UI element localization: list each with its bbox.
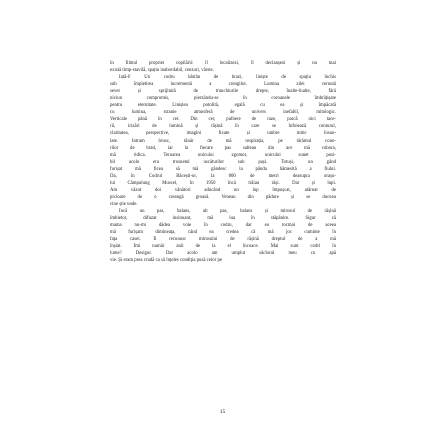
paragraph (110, 74, 336, 208)
text-line: picioare de o creangă groasă. Veneau din pădure și se duceau (110, 194, 336, 200)
text-line: sub împletirea incrementă a crengilor. Lumina zilei cernută (110, 82, 336, 88)
text-line: mă furișam dimineața, când ea credea că mă joc cuminte în (110, 230, 336, 236)
text-line: există timp-stavilă, spațiu inabordabil, cenzuri, vârste. (110, 68, 214, 74)
text-line: Am văzut doi vânători aducând un lup împușcat, atârnat de (110, 187, 336, 193)
paragraph (110, 60, 336, 74)
text-line: îmbietor, difuzat insinuant, mă lua în stăpânire. Sigur că (110, 216, 336, 222)
text-line: pentru eternitate. Liniștea potolită, egală cu ea și împăcată (110, 103, 336, 109)
text-line: vie. Și eram prea crudă ca să înțeles condiția pusă celor pe (110, 258, 222, 264)
text-line: niciun compromis, pierzându-se în coroanele îmbrățișate (110, 96, 336, 102)
text-line: fața casei. Îl recunosc mirosului de rășină dreptul de a mă (110, 237, 336, 243)
text-line: Iată-l! Un codru bătrân de brazi, liniște de spațiu închis (119, 75, 336, 81)
text-line: lume? Desigur. Dar acolo am umplut sâcîorul meu cu apă (110, 251, 336, 257)
text-line: furișat mă ficea să mă gândesc la pânda hămesită a fiului. (110, 166, 336, 172)
text-line: cu lumina, stranie atmosferă de univers inefabil, mitologic. (110, 110, 336, 116)
text-line: cine știe unde. (110, 201, 138, 207)
text-line: Încă un pas, balans, alt pas, balans și mirosul de rășină (119, 208, 336, 214)
text-line: lui Câmpulung Muscel, în 1950 încă trăiau râși. Dar și lupi. (110, 180, 336, 186)
text-line: late. Intram brusc, tânăr de mă respirația, pe tărâmul cono- (110, 138, 336, 144)
page-number: 15 (219, 409, 226, 415)
text-line: sever și sprijinită de trunchiurile drepte, înalte-înalte, fără (110, 89, 336, 95)
text-line: claritatea, perspective, imagini fixate și umbre mitic însuo- (110, 131, 336, 137)
text-line: rii, irizări de lumină și rășină în care se înfoiează conturul, (110, 124, 336, 130)
text-line: mama nu-mi dădea voie în codru, dar eu tocmai de aceea (110, 223, 336, 229)
text-line: bil acolo era trosnetul uscăturilor sub pași. Totuși, un gând (110, 159, 336, 165)
paragraph (110, 208, 336, 264)
text-line: înșiat. Îmi număr anii de la el încoace. Mai sunt codri în (110, 244, 336, 250)
text-line: Da, în Codrul Băcești-or, la 800 de metri deasupra orașu- (110, 173, 336, 179)
body-text (110, 60, 336, 264)
text-line: Verticale pănă în cer. Din cer, pulbere de raze, parcă nici tace- (110, 117, 336, 123)
text-line: în filmul propriei copilării: îl localizezi, îl declanșezi și nu mai (110, 61, 336, 66)
text-line: mă ridica. Teroarea unicului zgomot, unicului sunet posi- (110, 152, 336, 158)
text-line: rilor de brad, iar la fiecare pas salteau din ace mă cobora, (110, 145, 336, 151)
